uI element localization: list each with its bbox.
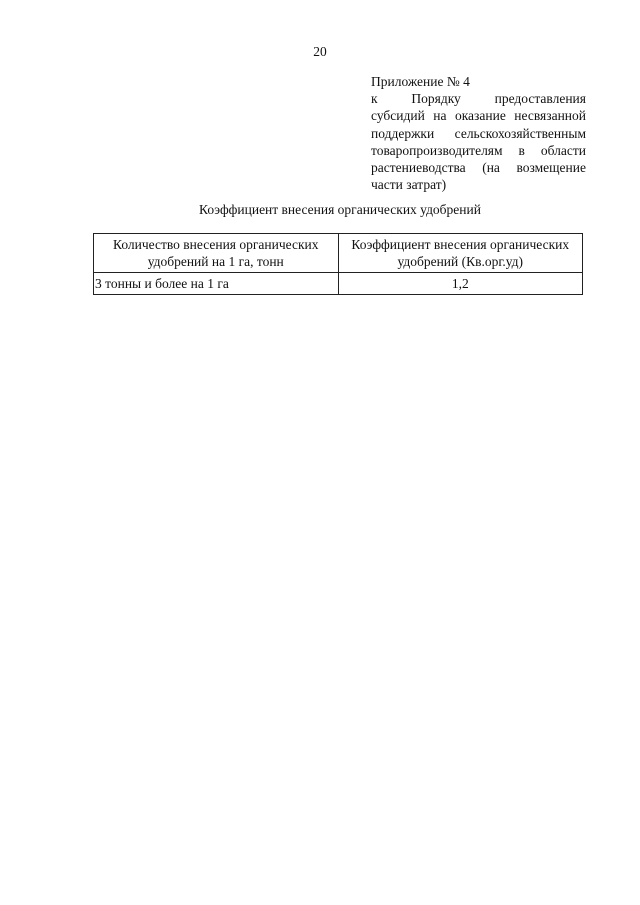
appendix-line: субсидий на оказание несвязанной [371, 108, 586, 124]
appendix-line: растениеводства (на возмещение [371, 160, 586, 176]
cell-amount: 3 тонны и более на 1 га [94, 273, 339, 295]
coefficient-table [93, 233, 583, 295]
appendix-line: поддержки сельскохозяйственным [371, 125, 586, 141]
page-number: 20 [313, 44, 327, 59]
table-header-row [94, 234, 583, 273]
appendix-line: Приложение № 4 [371, 74, 470, 89]
document-title: Коэффициент внесения органических удобрений [199, 202, 481, 217]
appendix-line: к Порядку предоставления [371, 91, 586, 107]
cell-coefficient: 1,2 [338, 273, 583, 295]
column-header-amount: Количество внесения органических удобрений на 1 га, тонн [94, 234, 339, 273]
appendix-reference [371, 73, 586, 193]
column-header-coefficient: Коэффициент внесения органических удобрений (Кв.орг.уд) [338, 234, 583, 273]
appendix-line: части затрат) [371, 177, 447, 193]
appendix-line: товаропроизводителям в области [371, 142, 586, 158]
table-row [94, 273, 583, 295]
